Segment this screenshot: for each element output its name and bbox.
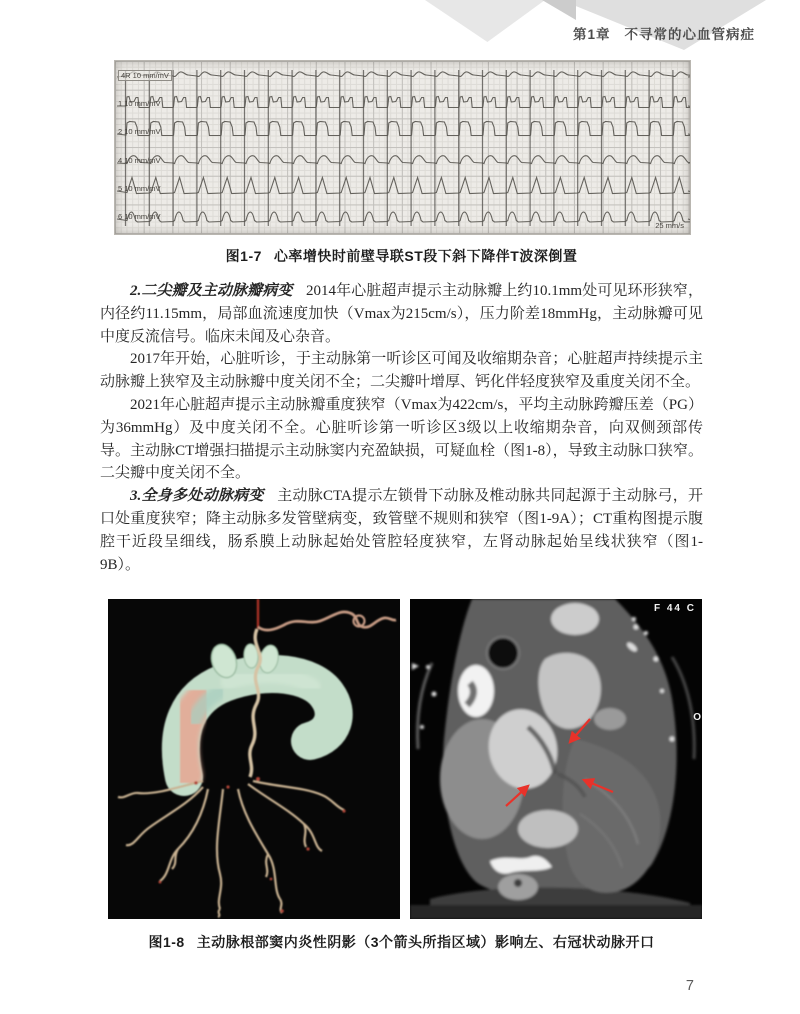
- paragraph-text: 2017年开始，心脏听诊，于主动脉第一听诊区可闻及收缩期杂音；心脏超声持续提示主动脉瓣上狭窄及主动脉瓣中度关闭不全；二尖瓣叶增厚、钙化伴轻度狭窄及重度关闭不全。: [100, 351, 703, 391]
- section-lead: 3.全身多处动脉病变: [130, 488, 264, 505]
- ecg-strip-image: [114, 60, 691, 235]
- chapter-number: 第1章: [572, 27, 611, 42]
- ecg-lead-label: 1 10 mm/mV: [118, 99, 161, 108]
- figure-label: 图1-8: [148, 934, 185, 951]
- ct-axial-image: [410, 599, 702, 919]
- ecg-lead-label: 4R 10 mm/mV: [118, 70, 172, 81]
- ct-corner-label: F 44 C: [653, 603, 696, 615]
- aorta-3d-graphic: [108, 599, 400, 919]
- figure-1-7: [100, 60, 703, 266]
- figure-label: 图1-7: [225, 248, 262, 264]
- ecg-waveform-graphic: [115, 61, 690, 234]
- trachea: [487, 637, 519, 669]
- figure-1-8: [108, 599, 703, 919]
- page-number: 7: [685, 978, 694, 994]
- paragraph: [100, 485, 703, 576]
- body-text: [100, 280, 703, 576]
- running-header: [573, 23, 755, 43]
- figure-caption-text: 主动脉根部窦内炎性阴影（3个箭头所指区域）影响左、右冠状动脉开口: [196, 934, 655, 951]
- great-vessel-bright: [551, 603, 599, 635]
- ct-orientation-marker: O: [693, 712, 701, 724]
- ecg-lead-label: 6 10 mm/mV: [118, 212, 161, 221]
- aorta-3d-rendering-image: [108, 599, 400, 919]
- figure-1-8-caption: [100, 932, 703, 952]
- figure-caption-text: 心率增快时前壁导联ST段下斜下降伴T波深倒置: [273, 248, 578, 264]
- figure-1-7-caption: [100, 246, 703, 266]
- paragraph-text: 2021年心脏超声提示主动脉瓣重度狭窄（Vmax为422cm/s，平均主动脉跨瓣压差（PG）为36mmHg）及中度关闭不全。心脏听诊第一听诊区3级以上收缩期杂音，向双侧颈部传导。主动脉CT增强扫描提示主动脉窦内充盈缺损，可疑血栓（图1-8），导致主动脉口狭窄。二尖瓣中度关闭不全。: [100, 396, 703, 482]
- header-chevron-decoration-left: [425, 0, 545, 42]
- paragraph: [100, 348, 703, 394]
- paragraph: [100, 280, 703, 348]
- paragraph: [100, 394, 703, 485]
- ecg-lead-label: 2 10 mm/mV: [118, 127, 161, 136]
- ecg-speed-label: 25 mm/s: [655, 221, 684, 230]
- ecg-lead-label: 4 10 mm/mV: [118, 156, 161, 165]
- ct-graphic: [410, 599, 702, 919]
- paragraph-text: 主动脉CTA提示左锁骨下动脉及椎动脉共同起源于主动脉弓，开口处重度狭窄；降主动脉多发管壁病变，致管壁不规则和狭窄（图1-9A）；CT重构图提示腹腔干近段呈细线，肠系膜上动脉起始处管腔轻度狭窄，左肾动脉起始呈线状狭窄（图1-9B）。: [100, 488, 703, 573]
- chapter-title: 不寻常的心血管病症: [624, 27, 755, 42]
- ecg-lead-label: 5 10 mm/mV: [118, 184, 161, 193]
- page-content: [100, 60, 703, 952]
- paragraph-text: 2014年心脏超声提示主动脉瓣上约10.1mm处可见环形狭窄，内径约11.15mm，局部血流速度加快（Vmax为215cm/s），压力阶差18mmHg，主动脉瓣可见中度反流信号。临床未闻及心杂音。: [100, 283, 703, 345]
- section-lead: 2.二尖瓣及主动脉瓣病变: [130, 283, 293, 299]
- lower-chamber-bright: [518, 810, 578, 848]
- header-chevron-fold: [542, 0, 576, 20]
